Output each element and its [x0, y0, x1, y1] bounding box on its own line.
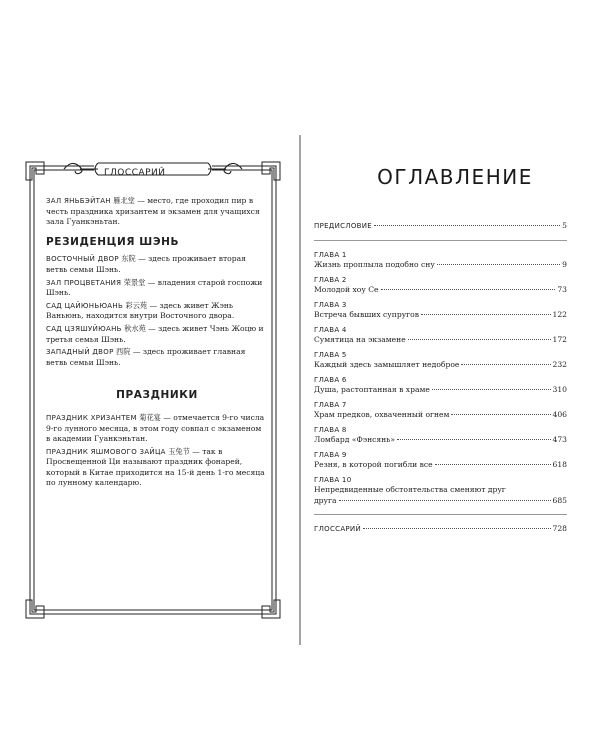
toc-page-number: 685: [552, 495, 567, 505]
page-gutter: [299, 135, 301, 645]
toc-chapter-title: Каждый здесь замышляет недоброе: [314, 360, 460, 369]
glossary-entry: [46, 301, 268, 322]
table-of-contents: [314, 221, 567, 535]
toc-leader-dots: [374, 225, 560, 226]
glossary-entry: [46, 324, 268, 345]
toc-chapter-label: ГЛАВА 9: [314, 450, 347, 459]
glossary-hanzi: 秋水苑: [124, 323, 146, 333]
glossary-entry: [46, 347, 268, 368]
toc-leader-dots: [437, 264, 560, 265]
glossary-term: САД ЦАЙЮНЬЮАНЬ: [46, 301, 124, 310]
toc-chapter-label: ГЛАВА 7: [314, 400, 347, 409]
toc-chapter-5[interactable]: [314, 350, 567, 371]
toc-page-number: 406: [552, 410, 567, 419]
toc-chapter-title: Сумятица на экзамене: [314, 335, 406, 344]
toc-chapter-title: Жизнь проплыла подобно сну: [314, 260, 435, 269]
toc-chapter-4[interactable]: [314, 325, 567, 346]
toc-chapter-label: ГЛАВА 3: [314, 300, 347, 309]
page-header-glossary: ГЛОССАРИЙ: [104, 168, 166, 178]
toc-preface-label: ПРЕДИСЛОВИЕ: [314, 222, 373, 230]
toc-leader-dots: [408, 339, 551, 340]
toc-chapter-label: ГЛАВА 8: [314, 425, 347, 434]
toc-chapter-label: ГЛАВА 1: [314, 250, 347, 259]
toc-page-number: 122: [552, 310, 567, 319]
glossary-term: ПРАЗДНИК ЯШМОВОГО ЗАЙЦА: [46, 447, 166, 456]
glossary-term: ЗАЛ ЯНЬБЭЙТАН: [46, 197, 111, 205]
glossary-definition: — здесь живет Чэнь Жоцю и третья семья Шэнь.: [46, 323, 264, 344]
glossary-term: ЗАПАДНЫЙ ДВОР: [46, 348, 114, 357]
glossary-content: [46, 196, 268, 491]
glossary-definition: — здесь проживает главная ветвь семьи Шэнь.: [46, 347, 246, 367]
glossary-entry: [46, 413, 268, 445]
toc-chapter-title: Ломбард «Фэнсянь»: [314, 435, 396, 444]
glossary-definition: — отмечается 9-го числа 9-го лунного месяца, в этом году совпал с экзаменом в академии Гуанкэньтан.: [46, 412, 265, 444]
glossary-hanzi: 玉兔节: [168, 446, 190, 456]
toc-divider: [314, 514, 567, 515]
toc-chapter-label: ГЛАВА 10: [314, 475, 352, 484]
toc-title: ОГЛАВЛЕНИЕ: [377, 165, 533, 189]
glossary-definition: — место, где проходил пир в честь праздника хризантем и экзамен для учащихся зала Гуанкэньтан.: [46, 196, 260, 227]
toc-leader-dots: [461, 364, 550, 365]
toc-page-number: 5: [562, 221, 567, 230]
toc-leader-dots: [421, 314, 551, 315]
glossary-term: САД ЦЗЯШУЙЮАНЬ: [46, 324, 122, 333]
toc-chapter-10[interactable]: [314, 475, 567, 507]
toc-page-number: 473: [552, 435, 567, 444]
toc-page-number: 172: [552, 335, 567, 344]
toc-preface-row[interactable]: [314, 221, 567, 232]
toc-page-number: 310: [552, 385, 567, 394]
glossary-hanzi: 彩云苑: [125, 300, 148, 310]
toc-chapter-title-cont: друга: [314, 495, 337, 505]
toc-chapter-9[interactable]: [314, 450, 567, 471]
toc-chapter-title: Душа, растоптанная в храме: [314, 385, 430, 394]
toc-chapter-title: Молодой хоу Се: [314, 285, 379, 294]
toc-chapter-7[interactable]: [314, 400, 567, 421]
toc-chapter-label: ГЛАВА 2: [314, 275, 347, 284]
toc-chapter-3[interactable]: [314, 300, 567, 321]
glossary-entry: [46, 278, 268, 299]
glossary-hanzi: 西院: [116, 347, 131, 357]
toc-leader-dots: [363, 528, 550, 529]
toc-chapter-title: Встреча бывших супругов: [314, 310, 419, 319]
glossary-hanzi: 东院: [121, 254, 136, 264]
toc-leader-dots: [451, 414, 550, 415]
toc-leader-dots: [381, 289, 556, 290]
toc-chapter-8[interactable]: [314, 425, 567, 446]
toc-page-number: 9: [562, 260, 567, 269]
section-heading-holidays: ПРАЗДНИКИ: [116, 389, 198, 402]
toc-leader-dots: [397, 439, 550, 440]
toc-glossary-label: ГЛОССАРИЙ: [314, 525, 362, 533]
toc-page-number: 618: [552, 460, 567, 469]
toc-chapter-label: ГЛАВА 6: [314, 375, 347, 384]
toc-chapter-label: ГЛАВА 5: [314, 350, 347, 359]
glossary-hanzi: 菊花宴: [139, 412, 161, 422]
glossary-definition: — так в Просвещенной Ци называют праздник фонарей, который в Китае приходится на 15-й день 1-го месяца по лунному календарю.: [46, 446, 265, 488]
glossary-definition: — здесь живет Жэнь Ваньюнь, находится внутри Восточного двора.: [46, 300, 235, 321]
toc-page-number: 232: [552, 360, 567, 369]
glossary-hanzi: 荣景堂: [123, 277, 146, 287]
glossary-term: ВОСТОЧНЫЙ ДВОР: [46, 255, 119, 264]
toc-page-number: 728: [552, 524, 567, 533]
glossary-term: ПРАЗДНИК ХРИЗАНТЕМ: [46, 413, 137, 422]
toc-chapter-2[interactable]: [314, 275, 567, 296]
toc-leader-dots: [432, 389, 551, 390]
glossary-entry: [46, 254, 268, 275]
toc-chapter-title: Храм предков, охваченный огнем: [314, 410, 450, 419]
section-heading-residence: РЕЗИДЕНЦИЯ ШЭНЬ: [46, 235, 180, 248]
toc-chapter-6[interactable]: [314, 375, 567, 396]
toc-leader-dots: [339, 500, 551, 501]
toc-glossary-row[interactable]: [314, 524, 567, 535]
toc-divider: [314, 240, 567, 241]
toc-chapter-title: Резня, в которой погибли все: [314, 460, 433, 469]
toc-chapter-label: ГЛАВА 4: [314, 325, 347, 334]
glossary-term: ЗАЛ ПРОЦВЕТАНИЯ: [46, 278, 122, 287]
toc-page-number: 73: [557, 285, 567, 294]
glossary-entry: [46, 196, 268, 228]
toc-leader-dots: [435, 464, 551, 465]
glossary-definition: — владения старой госпожи Шэнь.: [46, 277, 263, 298]
toc-chapter-1[interactable]: [314, 250, 567, 271]
toc-chapter-title: Непредвиденные обстоятельства сменяют друг: [314, 485, 506, 494]
glossary-hanzi: 雁北堂: [113, 196, 135, 205]
glossary-definition: — здесь проживает вторая ветвь семьи Шэнь.: [46, 254, 246, 274]
glossary-entry: [46, 447, 268, 489]
